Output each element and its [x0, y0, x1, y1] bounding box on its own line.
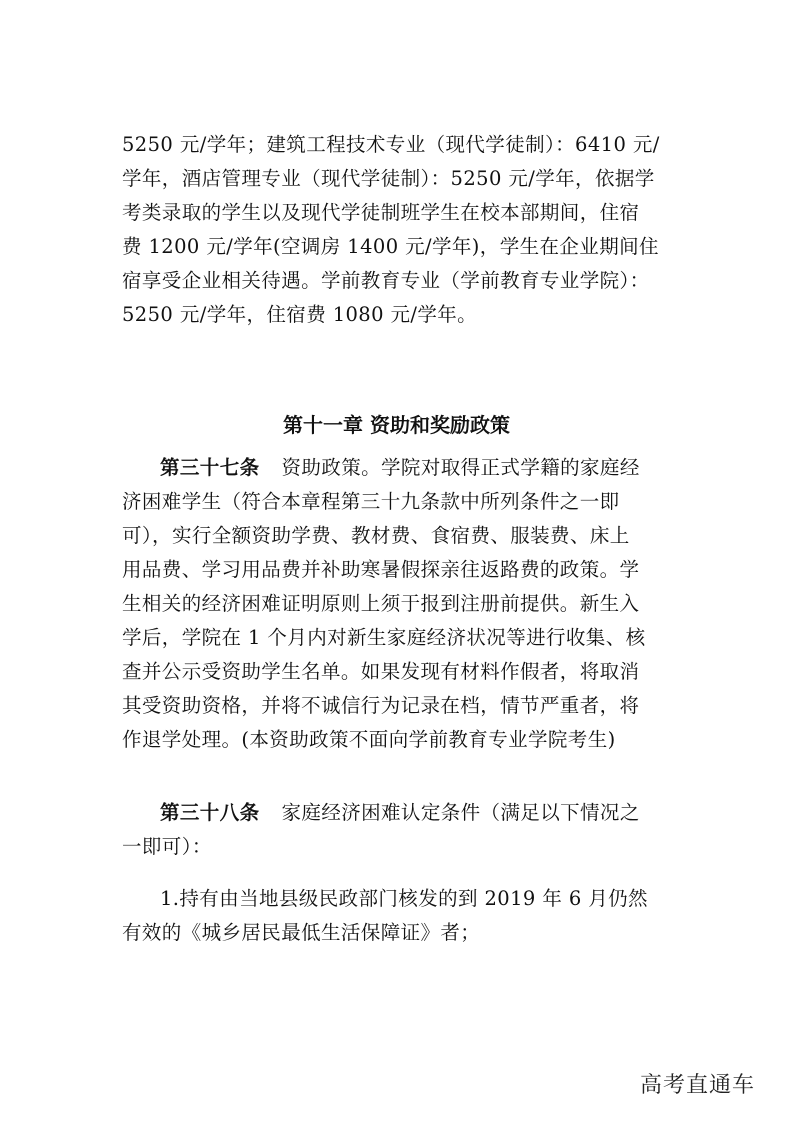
condition-item-1: 1.持有由当地县级民政部门核发的到 2019 年 6 月仍然: [160, 887, 648, 910]
fee-text-line: 5250 元/学年；建筑工程技术专业（现代学徒制）：6410 元/: [122, 133, 660, 156]
watermark-text: 高考直通车: [640, 1073, 756, 1098]
condition-item-1-cont: 有效的《城乡居民最低生活保障证》者；: [122, 921, 481, 944]
article-37-line: 学后，学院在 1 个月内对新生家庭经济状况等进行收集、核: [122, 626, 646, 649]
article-37-line: 生相关的经济困难证明原则上须于报到注册前提供。新生入: [122, 592, 640, 615]
article-37-line: 济困难学生（符合本章程第三十九条款中所列条件之一即: [122, 490, 620, 513]
article-37-line: 用品费、学习用品费并补助寒暑假探亲往返路费的政策。学: [122, 558, 640, 581]
fee-text-line: 费 1200 元/学年(空调房 1400 元/学年)，学生在企业期间住: [122, 235, 659, 258]
article-38-first-line: [160, 800, 682, 826]
fee-text-line: 5250 元/学年，住宿费 1080 元/学年。: [122, 303, 478, 326]
article-37-text: 资助政策。学院对取得正式学籍的家庭经: [281, 456, 640, 479]
article-37-line: 其受资助资格，并将不诚信行为记录在档，情节严重者，将: [122, 694, 640, 717]
fee-text-line: 考类录取的学生以及现代学徒制班学生在校本部期间，住宿: [122, 201, 640, 224]
article-38-label: 第三十八条: [160, 801, 260, 824]
chapter-title: 第十一章 资助和奖励政策: [283, 413, 510, 437]
fee-text-line: 宿享受企业相关待遇。学前教育专业（学前教育专业学院）：: [122, 269, 650, 292]
article-37-first-line: [160, 455, 682, 481]
article-37-line: 作退学处理。(本资助政策不面向学前教育专业学院考生): [122, 728, 616, 751]
article-37-label: 第三十七条: [160, 456, 260, 479]
article-38-line: 一即可）：: [122, 835, 212, 858]
article-38-text: 家庭经济困难认定条件（满足以下情况之: [281, 801, 640, 824]
fee-text-line: 学年，酒店管理专业（现代学徒制）：5250 元/学年，依据学: [122, 167, 655, 190]
article-37-line: 可），实行全额资助学费、教材费、食宿费、服装费、床上: [122, 524, 630, 547]
article-37-line: 查并公示受资助学生名单。如果发现有材料作假者，将取消: [122, 660, 640, 683]
